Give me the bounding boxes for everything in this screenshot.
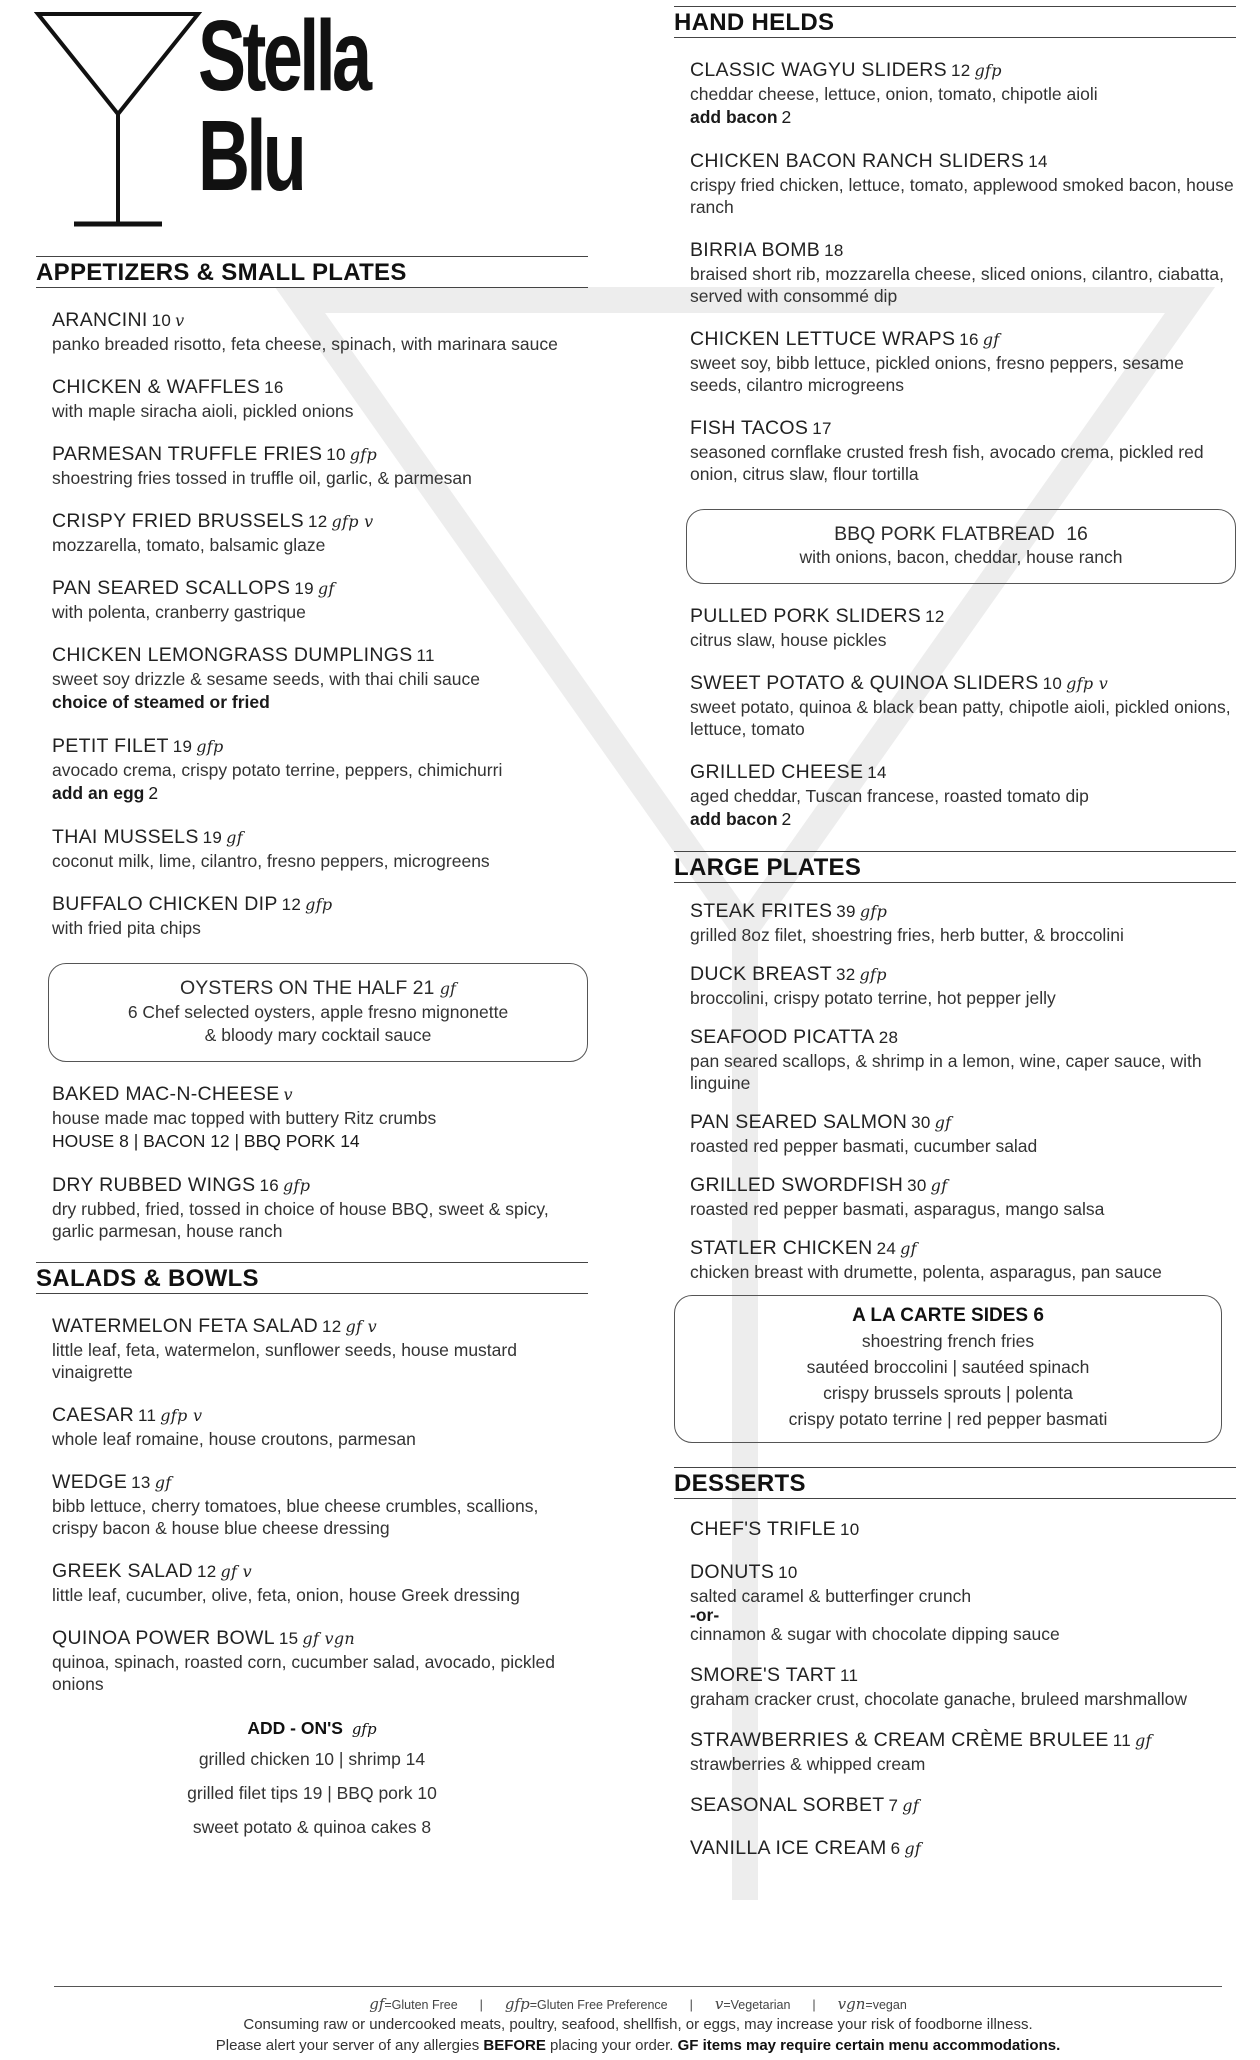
add-ons-heading: ADD - ON'S (247, 1718, 343, 1738)
section-heading-large-plates: LARGE PLATES (674, 851, 1236, 883)
sides-line-4: crispy potato terrine | red pepper basmati (788, 1409, 1108, 1429)
large-plates-section (674, 851, 1236, 1443)
menu-item (674, 58, 1236, 129)
item-description: strawberries & whipped cream (690, 1754, 926, 1774)
item-title-line (52, 442, 588, 467)
item-price: 13 (131, 1473, 151, 1492)
item-price: 19 (202, 828, 223, 847)
item-price: 12 (321, 1317, 342, 1336)
item-name: DRY RUBBED WINGS (52, 1174, 256, 1196)
item-name: DUCK BREAST (690, 963, 832, 985)
dietary-tag: v (283, 1085, 293, 1104)
item-title-line (690, 1728, 1236, 1753)
item-price: 30 (907, 1176, 927, 1195)
item-title-line (690, 1517, 1236, 1542)
item-extra (52, 1129, 588, 1153)
logo-line-1: Stella (198, 0, 369, 112)
handhelds-section (674, 6, 1236, 831)
legend-symbol: v (714, 1995, 724, 2013)
legend-symbol: gf (369, 1995, 385, 2013)
menu-item (674, 760, 1236, 831)
menu-item (674, 327, 1236, 396)
dietary-tag: v (175, 311, 185, 330)
item-extra-price: 2 (148, 783, 159, 803)
menu-item (674, 1663, 1236, 1710)
item-name: CLASSIC WAGYU SLIDERS (690, 59, 947, 81)
item-name: WATERMELON FETA SALAD (52, 1315, 318, 1337)
dietary-tag: gf (317, 579, 335, 598)
item-price: 32 (836, 965, 856, 984)
item-title-line (52, 1559, 588, 1584)
item-description: with maple siracha aioli, pickled onions (52, 401, 354, 421)
item-title-line (690, 1025, 1236, 1050)
item-price: 11 (138, 1406, 157, 1425)
item-extra-price: 2 (781, 107, 792, 127)
dietary-tag: gf (982, 330, 1000, 349)
item-title-line (52, 308, 588, 333)
item-name: VANILLA ICE CREAM (690, 1837, 887, 1859)
item-title-line (690, 899, 1236, 924)
appetizers-section (36, 256, 588, 1242)
item-extra-label: choice of steamed or fried (52, 692, 270, 712)
item-name: BIRRIA BOMB (690, 239, 821, 261)
item-description: house made mac topped with buttery Ritz crumbs (52, 1108, 437, 1128)
salads-section (36, 1262, 588, 1844)
item-name: GRILLED SWORDFISH (690, 1174, 904, 1196)
item-name: CAESAR (52, 1404, 134, 1426)
item-name: BUFFALO CHICKEN DIP (52, 893, 278, 915)
dietary-tag: gf (902, 1796, 920, 1815)
menu-item (674, 149, 1236, 218)
item-price: 6 (890, 1839, 901, 1858)
menu-item (674, 899, 1236, 946)
menu-item (674, 1517, 1236, 1542)
item-description: coconut milk, lime, cilantro, fresno peppers, microgreens (52, 851, 490, 871)
menu-item (36, 509, 588, 556)
item-title-line (690, 1110, 1236, 1135)
featured-price: 16 (1066, 523, 1088, 545)
martini-glass-icon (34, 10, 204, 232)
menu-item (674, 416, 1236, 485)
item-extra-price: 2 (781, 809, 792, 829)
item-title-line (52, 892, 588, 917)
item-title-line (52, 1173, 588, 1198)
menu-item (674, 1793, 1236, 1818)
item-name: PULLED PORK SLIDERS (690, 605, 922, 627)
menu-item (36, 1082, 588, 1153)
item-title-line (52, 1470, 588, 1495)
item-description: cheddar cheese, lettuce, onion, tomato, chipotle aioli (690, 84, 1098, 104)
item-price: 11 (840, 1666, 859, 1685)
item-name: CHICKEN LEMONGRASS DUMPLINGS (52, 644, 413, 666)
item-extra-label: HOUSE 8 | BACON 12 | BBQ PORK 14 (52, 1131, 360, 1151)
item-description: with polenta, cranberry gastrique (52, 602, 306, 622)
item-price: 16 (259, 1176, 279, 1195)
menu-item (674, 962, 1236, 1009)
item-description: dry rubbed, fried, tossed in choice of house BBQ, sweet & spicy, garlic parmesan, house ranch (52, 1199, 549, 1241)
dietary-tag: gfp v (1066, 674, 1109, 693)
item-name: CHICKEN BACON RANCH SLIDERS (690, 150, 1025, 172)
item-title-line (690, 604, 1236, 629)
item-price: 24 (876, 1239, 897, 1258)
item-price: 14 (1028, 152, 1048, 171)
item-title-line (52, 825, 588, 850)
sides-line-1: shoestring french fries (861, 1331, 1035, 1351)
item-description: bibb lettuce, cherry tomatoes, blue cheese crumbles, scallions, crispy bacon & house blue cheese dressing (52, 1496, 539, 1538)
dietary-tag: gfp (859, 902, 888, 921)
item-name: SEAFOOD PICATTA (690, 1026, 875, 1048)
item-description: grilled 8oz filet, shoestring fries, herb butter, & broccolini (690, 925, 1124, 945)
item-description: crispy fried chicken, lettuce, tomato, applewood smoked bacon, house ranch (690, 175, 1234, 217)
item-name: STRAWBERRIES & CREAM CRÈME BRULEE (690, 1729, 1109, 1751)
section-heading-desserts: DESSERTS (674, 1467, 1236, 1499)
item-price: 12 (950, 61, 971, 80)
item-name: CHEF'S TRIFLE (690, 1518, 836, 1540)
logo-line-2: Blu (198, 100, 304, 212)
dietary-tag: gf (934, 1113, 952, 1132)
item-price: 10 (778, 1563, 798, 1582)
dietary-tag: gf (900, 1239, 917, 1258)
item-title-line (690, 1663, 1236, 1688)
item-extra (52, 781, 588, 805)
footer-warning-1: Consuming raw or undercooked meats, poultry, seafood, shellfish, or eggs, may increase your risk of foodborne illness. (243, 2016, 1033, 2033)
featured-name: OYSTERS ON THE HALF (180, 977, 408, 999)
legend-separator: | (812, 1998, 816, 2012)
item-name: SWEET POTATO & QUINOA SLIDERS (690, 672, 1039, 694)
item-price: 19 (172, 737, 193, 756)
item-extra (690, 105, 1236, 129)
item-description: sweet soy drizzle & sesame seeds, with thai chili sauce (52, 669, 480, 689)
menu-item (36, 1403, 588, 1450)
featured-desc-1: 6 Chef selected oysters, apple fresno mignonette (127, 1002, 509, 1022)
add-ons-line-1: grilled chicken 10 | shrimp 14 (198, 1749, 426, 1769)
menu-item (674, 1560, 1236, 1645)
left-column (36, 256, 588, 1844)
item-title-line (690, 962, 1236, 987)
featured-price: 21 (412, 977, 435, 999)
featured-desc: with onions, bacon, cheddar, house ranch (799, 547, 1123, 567)
item-title-line (690, 1836, 1236, 1861)
item-description: quinoa, spinach, roasted corn, cucumber salad, avocado, pickled onions (52, 1652, 555, 1694)
menu-item (36, 308, 588, 355)
featured-tag: gf (439, 979, 456, 998)
item-price: 12 (281, 895, 302, 914)
item-price: 10 (839, 1520, 860, 1539)
menu-item (36, 1626, 588, 1695)
item-price: 28 (878, 1028, 899, 1047)
dietary-tag: gfp (859, 965, 887, 984)
featured-oysters-box (48, 963, 588, 1062)
item-price: 16 (959, 330, 979, 349)
item-description: panko breaded risotto, feta cheese, spinach, with marinara sauce (52, 334, 558, 354)
menu-item (36, 576, 588, 623)
item-title-line (690, 1236, 1236, 1261)
item-title-line (52, 1082, 588, 1107)
sides-line-2: sautéed broccolini | sautéed spinach (806, 1357, 1090, 1377)
item-price: 16 (264, 378, 284, 397)
item-name: ARANCINI (52, 309, 148, 331)
dietary-tag: gf vgn (302, 1629, 356, 1648)
dietary-tag: gf v (220, 1562, 252, 1581)
item-title-line (690, 149, 1236, 174)
legend-separator: | (479, 1998, 483, 2012)
item-description: graham cracker crust, chocolate ganache, bruleed marshmallow (690, 1689, 1188, 1709)
legend-label: =Gluten Free Preference (529, 1998, 668, 2012)
menu-item (36, 1314, 588, 1383)
item-description: braised short rib, mozzarella cheese, sliced onions, cilantro, ciabatta, served with consommé dip (690, 264, 1225, 306)
item-extra-label: add an egg (52, 783, 145, 803)
item-title-line (690, 58, 1236, 83)
item-title-line (690, 327, 1236, 352)
item-price: 7 (888, 1796, 899, 1815)
item-price: 10 (326, 445, 346, 464)
menu-item (36, 734, 588, 805)
section-heading-appetizers: APPETIZERS & SMALL PLATES (36, 256, 588, 288)
item-description: roasted red pepper basmati, asparagus, mango salsa (690, 1199, 1105, 1219)
legend-label: =vegan (865, 1998, 907, 2012)
dietary-tag: gfp (974, 61, 1002, 80)
menu-item (674, 1836, 1236, 1861)
item-name: QUINOA POWER BOWL (52, 1627, 275, 1649)
item-price: 19 (294, 579, 314, 598)
item-price: 12 (196, 1562, 217, 1581)
item-title-line (52, 1403, 588, 1428)
item-title-line (690, 1793, 1236, 1818)
menu-item (674, 238, 1236, 307)
menu-item (36, 1470, 588, 1539)
item-name: DONUTS (690, 1561, 775, 1583)
menu-item (36, 442, 588, 489)
item-description: mozzarella, tomato, balsamic glaze (52, 535, 326, 555)
dietary-tag: gfp v (160, 1406, 203, 1425)
item-name: STATLER CHICKEN (690, 1237, 873, 1259)
item-description: salted caramel & butterfinger crunch (690, 1586, 972, 1606)
legend-symbol: vgn (837, 1995, 866, 2013)
item-or: -or- (690, 1605, 720, 1625)
menu-item (36, 1559, 588, 1606)
dietary-tag: gf (226, 828, 243, 847)
item-title-line (690, 238, 1236, 263)
item-price: 12 (925, 607, 945, 626)
sides-line-3: crispy brussels sprouts | polenta (823, 1383, 1073, 1403)
section-heading-salads: SALADS & BOWLS (36, 1262, 588, 1294)
item-title-line (52, 1314, 588, 1339)
item-extra (690, 807, 1236, 831)
featured-name: BBQ PORK FLATBREAD (834, 523, 1055, 545)
item-title-line (690, 760, 1236, 785)
featured-desc-2: & bloody mary cocktail sauce (204, 1025, 432, 1045)
menu-item (36, 825, 588, 872)
add-ons-line-3: sweet potato & quinoa cakes 8 (192, 1817, 432, 1837)
item-title-line (690, 671, 1236, 696)
right-column (674, 6, 1236, 1861)
item-description: avocado crema, crispy potato terrine, peppers, chimichurri (52, 760, 503, 780)
dietary-tag: gfp (282, 1176, 311, 1195)
menu-item (674, 1025, 1236, 1094)
sides-box (674, 1295, 1222, 1443)
legend-label: =Vegetarian (723, 1998, 791, 2012)
item-name: BAKED MAC-N-CHEESE (52, 1083, 280, 1105)
item-description: seasoned cornflake crusted fresh fish, avocado crema, pickled red onion, citrus slaw, flour tortilla (690, 442, 1204, 484)
item-title-line (52, 375, 588, 400)
dietary-tag: gf (154, 1473, 172, 1492)
add-ons-line-2: grilled filet tips 19 | BBQ pork 10 (187, 1783, 437, 1803)
item-name: PARMESAN TRUFFLE FRIES (52, 443, 323, 465)
logo (34, 0, 414, 236)
item-price: 10 (1042, 674, 1063, 693)
footer (54, 1986, 1222, 2056)
item-description: little leaf, cucumber, olive, feta, onion, house Greek dressing (52, 1585, 520, 1605)
dietary-tag: gf v (345, 1317, 377, 1336)
add-ons-tag: gfp (351, 1720, 377, 1738)
dietary-tag: gfp (305, 895, 333, 914)
item-description: aged cheddar, Tuscan francese, roasted tomato dip (690, 786, 1089, 806)
item-title-line (690, 1173, 1236, 1198)
menu-item (674, 1110, 1236, 1157)
item-extra (52, 690, 588, 714)
dietary-tag: gfp (196, 737, 224, 756)
item-title-line (52, 509, 588, 534)
item-description: sweet potato, quinoa & black bean patty, chipotle aioli, pickled onions, lettuce, tomato (690, 697, 1231, 739)
item-description: shoestring fries tossed in truffle oil, garlic, & parmesan (52, 468, 472, 488)
dietary-legend (54, 1995, 1222, 2014)
item-name: PAN SEARED SCALLOPS (52, 577, 291, 599)
item-name: SMORE'S TART (690, 1664, 837, 1686)
menu-item (674, 671, 1236, 740)
item-description: little leaf, feta, watermelon, sunflower seeds, house mustard vinaigrette (52, 1340, 517, 1382)
item-price: 11 (1112, 1731, 1131, 1750)
add-ons-block (36, 1715, 588, 1844)
item-name: CRISPY FRIED BRUSSELS (52, 510, 304, 532)
featured-flatbread-box (686, 509, 1236, 584)
item-price: 14 (867, 763, 887, 782)
item-description-2: cinnamon & sugar with chocolate dipping sauce (690, 1624, 1060, 1644)
item-extra-label: add bacon (690, 107, 778, 127)
item-price: 30 (911, 1113, 931, 1132)
item-price: 11 (416, 646, 435, 665)
item-name: STEAK FRITES (690, 900, 833, 922)
item-name: PAN SEARED SALMON (690, 1111, 908, 1133)
dietary-tag: gfp v (331, 512, 374, 531)
item-title-line (52, 576, 588, 601)
item-description: sweet soy, bibb lettuce, pickled onions, fresno peppers, sesame seeds, cilantro microgreens (690, 353, 1184, 395)
item-title-line (52, 643, 588, 668)
dietary-tag: gf (904, 1839, 922, 1858)
item-description: broccolini, crispy potato terrine, hot pepper jelly (690, 988, 1056, 1008)
item-name: SEASONAL SORBET (690, 1794, 885, 1816)
item-description: pan seared scallops, & shrimp in a lemon, wine, caper sauce, with linguine (690, 1051, 1202, 1093)
legend-symbol: gfp (504, 1995, 530, 2013)
legend-label: =Gluten Free (384, 1998, 458, 2012)
item-name: GREEK SALAD (52, 1560, 193, 1582)
item-price: 17 (812, 419, 832, 438)
item-description: roasted red pepper basmati, cucumber salad (690, 1136, 1038, 1156)
item-description: citrus slaw, house pickles (690, 630, 887, 650)
dietary-tag: gfp (349, 445, 378, 464)
item-name: WEDGE (52, 1471, 128, 1493)
menu-item (674, 1728, 1236, 1775)
desserts-section (674, 1467, 1236, 1861)
menu-item (674, 1173, 1236, 1220)
item-name: GRILLED CHEESE (690, 761, 864, 783)
item-description: whole leaf romaine, house croutons, parmesan (52, 1429, 416, 1449)
menu-item (36, 643, 588, 714)
footer-warning-2: Please alert your server of any allergies BEFORE placing your order. GF items may require certain menu accommodations. (215, 2037, 1061, 2054)
section-heading-handhelds: HAND HELDS (674, 6, 1236, 38)
item-name: CHICKEN LETTUCE WRAPS (690, 328, 956, 350)
item-name: CHICKEN & WAFFLES (52, 376, 261, 398)
item-description: with fried pita chips (52, 918, 201, 938)
item-title-line (52, 1626, 588, 1651)
sides-heading: A LA CARTE SIDES 6 (852, 1305, 1044, 1326)
dietary-tag: gf (930, 1176, 948, 1195)
menu-item (36, 892, 588, 939)
item-name: PETIT FILET (52, 735, 169, 757)
item-title-line (690, 416, 1236, 441)
item-price: 12 (307, 512, 328, 531)
dietary-tag: gf (1135, 1731, 1152, 1750)
item-price: 10 (151, 311, 172, 330)
item-description: chicken breast with drumette, polenta, asparagus, pan sauce (690, 1262, 1162, 1282)
item-price: 18 (824, 241, 844, 260)
item-price: 15 (278, 1629, 299, 1648)
item-name: THAI MUSSELS (52, 826, 199, 848)
item-name: FISH TACOS (690, 417, 809, 439)
menu-item (36, 375, 588, 422)
menu-item (674, 1236, 1236, 1283)
item-title-line (52, 734, 588, 759)
item-title-line (690, 1560, 1236, 1585)
menu-item (674, 604, 1236, 651)
menu-item (36, 1173, 588, 1242)
item-extra-label: add bacon (690, 809, 778, 829)
item-price: 39 (836, 902, 856, 921)
legend-separator: | (689, 1998, 693, 2012)
